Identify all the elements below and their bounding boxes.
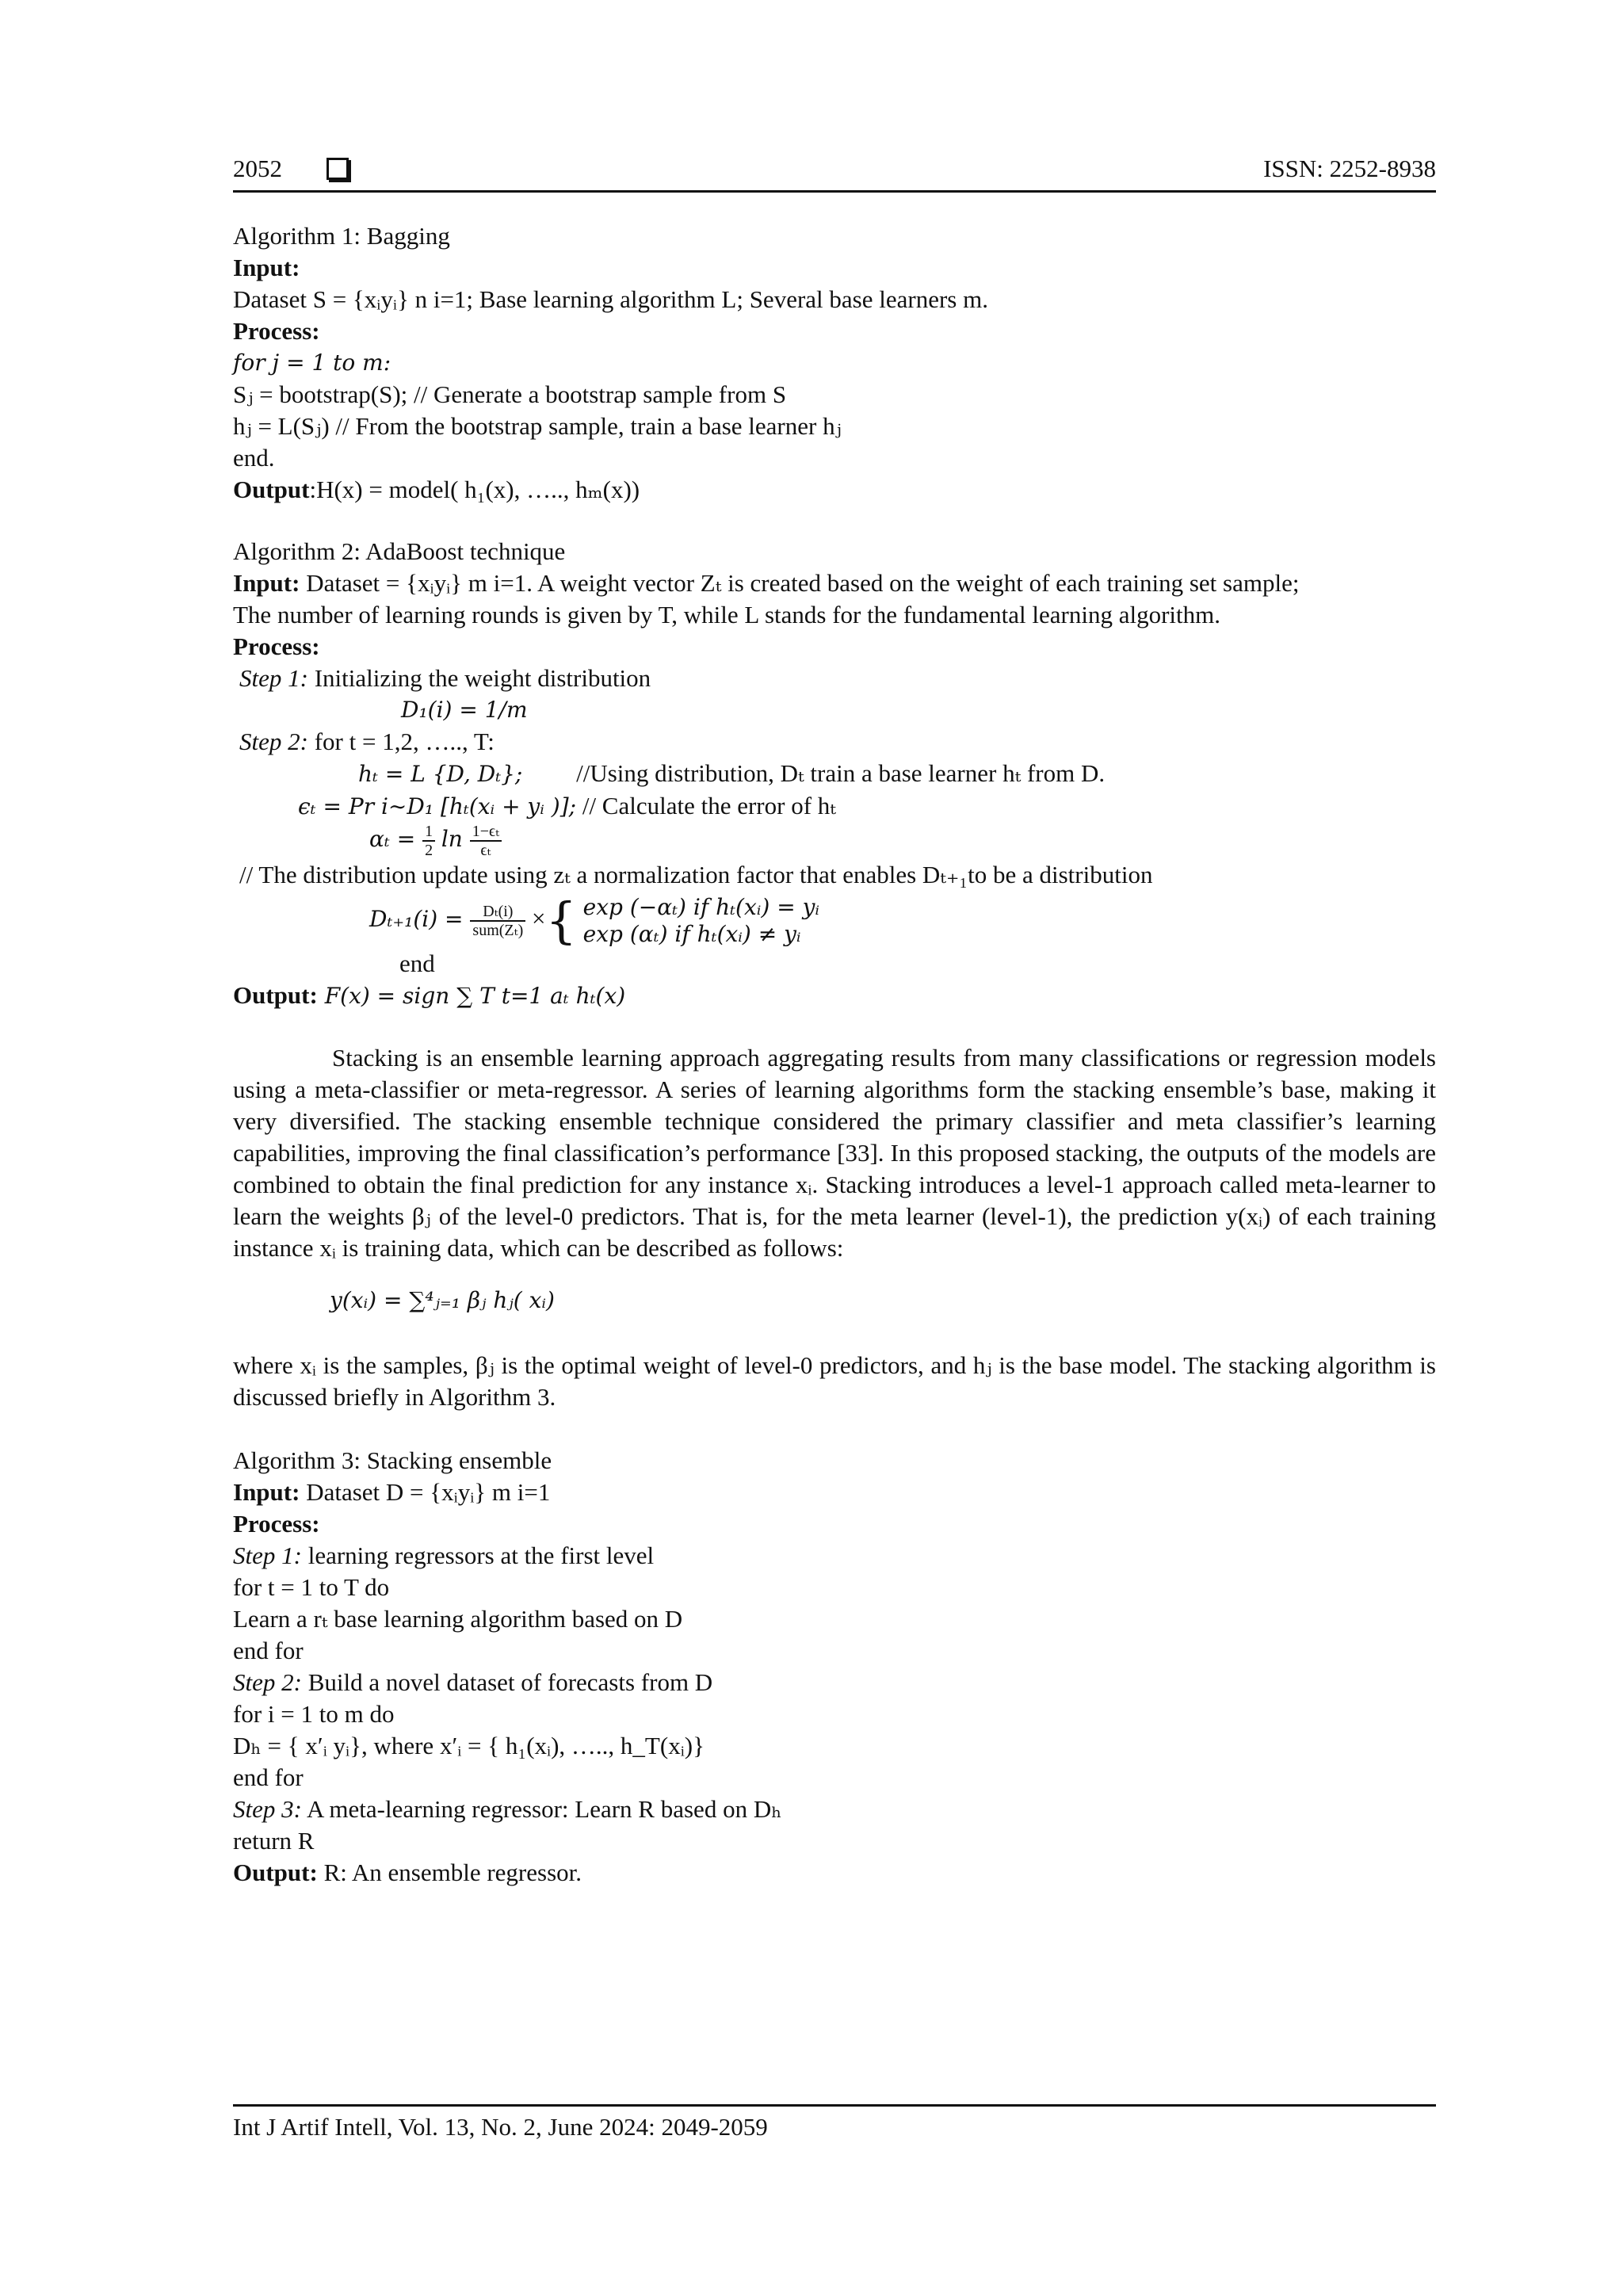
loop-line: for t = 1 to T do — [233, 1573, 390, 1601]
output-line — [233, 1857, 1436, 1889]
input-label: Input: — [233, 254, 300, 281]
input-text: Dataset S = {xᵢyᵢ} n i=1; Base learning algorithm L; Several base learners m. — [233, 285, 988, 313]
error-line — [233, 790, 1436, 823]
loop-line: for j = 1 to m: — [233, 350, 391, 376]
step-3-line — [233, 1794, 1436, 1825]
train-line: hⱼ = L(Sⱼ) // From the bootstrap sample, train a base learner hⱼ — [233, 412, 842, 440]
issn: ISSN: 2252-8938 — [1263, 155, 1436, 182]
output-line — [233, 980, 1436, 1012]
step-text: for t = 1,2, ….., T: — [307, 728, 495, 755]
alpha-line — [233, 823, 1436, 859]
step-label: Step 2: — [233, 1668, 302, 1696]
output-label: Output: — [233, 981, 318, 1009]
process-label: Process: — [233, 317, 320, 345]
header-rule — [233, 190, 1436, 193]
algorithm-3 — [233, 1445, 1436, 1889]
step-2-line — [233, 1667, 1436, 1698]
process-label: Process: — [233, 1510, 320, 1538]
output-label: Output — [233, 476, 310, 503]
output-text: :H(x) = model( h₁(x), ….., hₘ(x)) — [309, 476, 640, 503]
step-text: Initializing the weight distribution — [307, 664, 651, 692]
bootstrap-line: Sⱼ = bootstrap(S); // Generate a bootstrap sample from S — [233, 380, 787, 408]
input-line — [233, 567, 1436, 599]
ht-formula: hₜ = L {D, Dₜ}; — [358, 761, 523, 787]
step-label: Step 1: — [239, 664, 308, 692]
return-line: return R — [233, 1827, 315, 1855]
step-text: Build a novel dataset of forecasts from D — [301, 1668, 713, 1696]
end-line: end. — [233, 444, 275, 472]
where-paragraph: where xᵢ is the samples, βⱼ is the optimal weight of level-0 predictors, and hⱼ is the base model. The stacking algorithm is discussed briefly in Algorithm 3. — [233, 1351, 1436, 1411]
case-equal: exp (−αₜ) if hₜ(xᵢ) = yᵢ — [582, 894, 820, 920]
dh-line: Dₕ = { x′ᵢ yᵢ}, where x′ᵢ = { h₁(xᵢ), ….., h_T(xᵢ)} — [233, 1732, 705, 1759]
input-text: Dataset = {xᵢyᵢ} m i=1. A weight vector Zₜ is created based on the weight of each training set sample; — [306, 569, 1300, 597]
algorithm-title: Algorithm 2: AdaBoost technique — [233, 537, 566, 565]
ht-line — [233, 758, 1436, 790]
distribution-update-formula — [233, 894, 1436, 948]
end-for-line: end for — [233, 1763, 304, 1791]
alpha-error-fraction — [470, 823, 502, 859]
algorithm-title: Algorithm 3: Stacking ensemble — [233, 1446, 552, 1474]
dt1-lhs: Dₜ₊₁(i) = — [369, 906, 471, 933]
left-brace: { — [545, 892, 577, 949]
fraction-denominator: ϵₜ — [480, 842, 491, 859]
ht-comment: //Using distribution, Dₜ train a base learner hₜ from D. — [576, 759, 1106, 787]
fraction-numerator: Dₜ(i) — [470, 903, 525, 922]
step-label: Step 2: — [239, 728, 308, 755]
output-text: F(x) = sign ∑ T t=1 aₜ hₜ(x) — [317, 983, 626, 1009]
stacking-paragraph: Stacking is an ensemble learning approach aggregating results from many classifications or regression models using a meta-classifier or meta-regressor. A series of learning algorithms form the stacking ensemble’s base, making it very diversified. The stacking ensemble technique considered the primary classifier and meta classifier’s learning capabilities, improving the final classification’s performance [33]. In this proposed stacking, the outputs of the models are combined to obtain the final prediction for any instance xᵢ. Stacking introduces a level-1 approach called meta-learner to learn the weights βⱼ of the level-0 predictors. That is, for the meta learner (level-1), the prediction y(xᵢ) of each training instance xᵢ is training data, which can be described as follows: — [233, 1044, 1436, 1262]
algorithm-title: Algorithm 1: Bagging — [233, 222, 450, 250]
error-formula: ϵₜ = Pr i∼D₁ [hₜ(xᵢ + yᵢ )]; — [298, 793, 577, 819]
output-line — [233, 474, 1436, 506]
step-1-line — [233, 1540, 1436, 1572]
case-not-equal: exp (αₜ) if hₜ(xᵢ) ≠ yᵢ — [582, 921, 801, 947]
fraction-numerator: 1−ϵₜ — [470, 823, 502, 842]
alpha-lhs: αₜ = — [369, 826, 423, 853]
checkbox-square-icon — [327, 158, 349, 180]
input-text: Dataset D = {xᵢyᵢ} m i=1 — [300, 1478, 551, 1506]
error-comment: // Calculate the error of hₜ — [576, 792, 836, 819]
stacking-equation: y(xᵢ) = ∑⁴ⱼ₌₁ βⱼ hⱼ( xᵢ) — [330, 1287, 555, 1313]
end-for-line: end for — [233, 1637, 304, 1664]
output-text: R: An ensemble regressor. — [317, 1859, 582, 1886]
step-text: A meta-learning regressor: Learn R based on Dₕ — [301, 1795, 782, 1823]
input-label: Input: — [233, 1478, 300, 1506]
page-body — [233, 220, 1436, 1919]
end-line: end — [399, 949, 435, 977]
output-label: Output: — [233, 1859, 318, 1886]
weight-init-formula: D₁(i) = 1/m — [401, 697, 528, 723]
dt1-fraction — [470, 903, 525, 939]
algorithm-2 — [233, 536, 1436, 1012]
page-header — [233, 153, 1436, 193]
step-label: Step 1: — [233, 1541, 302, 1569]
loop-line: for i = 1 to m do — [233, 1700, 395, 1728]
alpha-half-fraction — [422, 823, 435, 859]
step-label: Step 3: — [233, 1795, 302, 1823]
learn-line: Learn a rₜ base learning algorithm based on D — [233, 1605, 683, 1633]
page-footer: Int J Artif Intell, Vol. 13, No. 2, June 2024: 2049-2059 — [233, 2113, 768, 2141]
step-1-line — [233, 663, 1436, 694]
input-label: Input: — [233, 569, 300, 597]
update-comment: // The distribution update using zₜ a normalization factor that enables Dₜ₊₁to be a distribution — [239, 861, 1153, 888]
process-label: Process: — [233, 632, 320, 660]
fraction-denominator: sum(Zₜ) — [472, 922, 524, 939]
input-text-2: The number of learning rounds is given by T, while L stands for the fundamental learning algorithm. — [233, 601, 1221, 628]
times-sign: × — [531, 904, 546, 933]
step-text: learning regressors at the first level — [301, 1541, 655, 1569]
cases — [583, 894, 819, 948]
alpha-ln: ln — [441, 826, 470, 853]
input-line — [233, 1477, 1436, 1508]
fraction-denominator: 2 — [425, 842, 433, 859]
step-2-line — [233, 726, 1436, 758]
page-number: 2052 — [233, 155, 282, 182]
algorithm-1 — [233, 220, 1436, 506]
fraction-numerator: 1 — [422, 823, 435, 842]
footer-rule — [233, 2104, 1436, 2107]
